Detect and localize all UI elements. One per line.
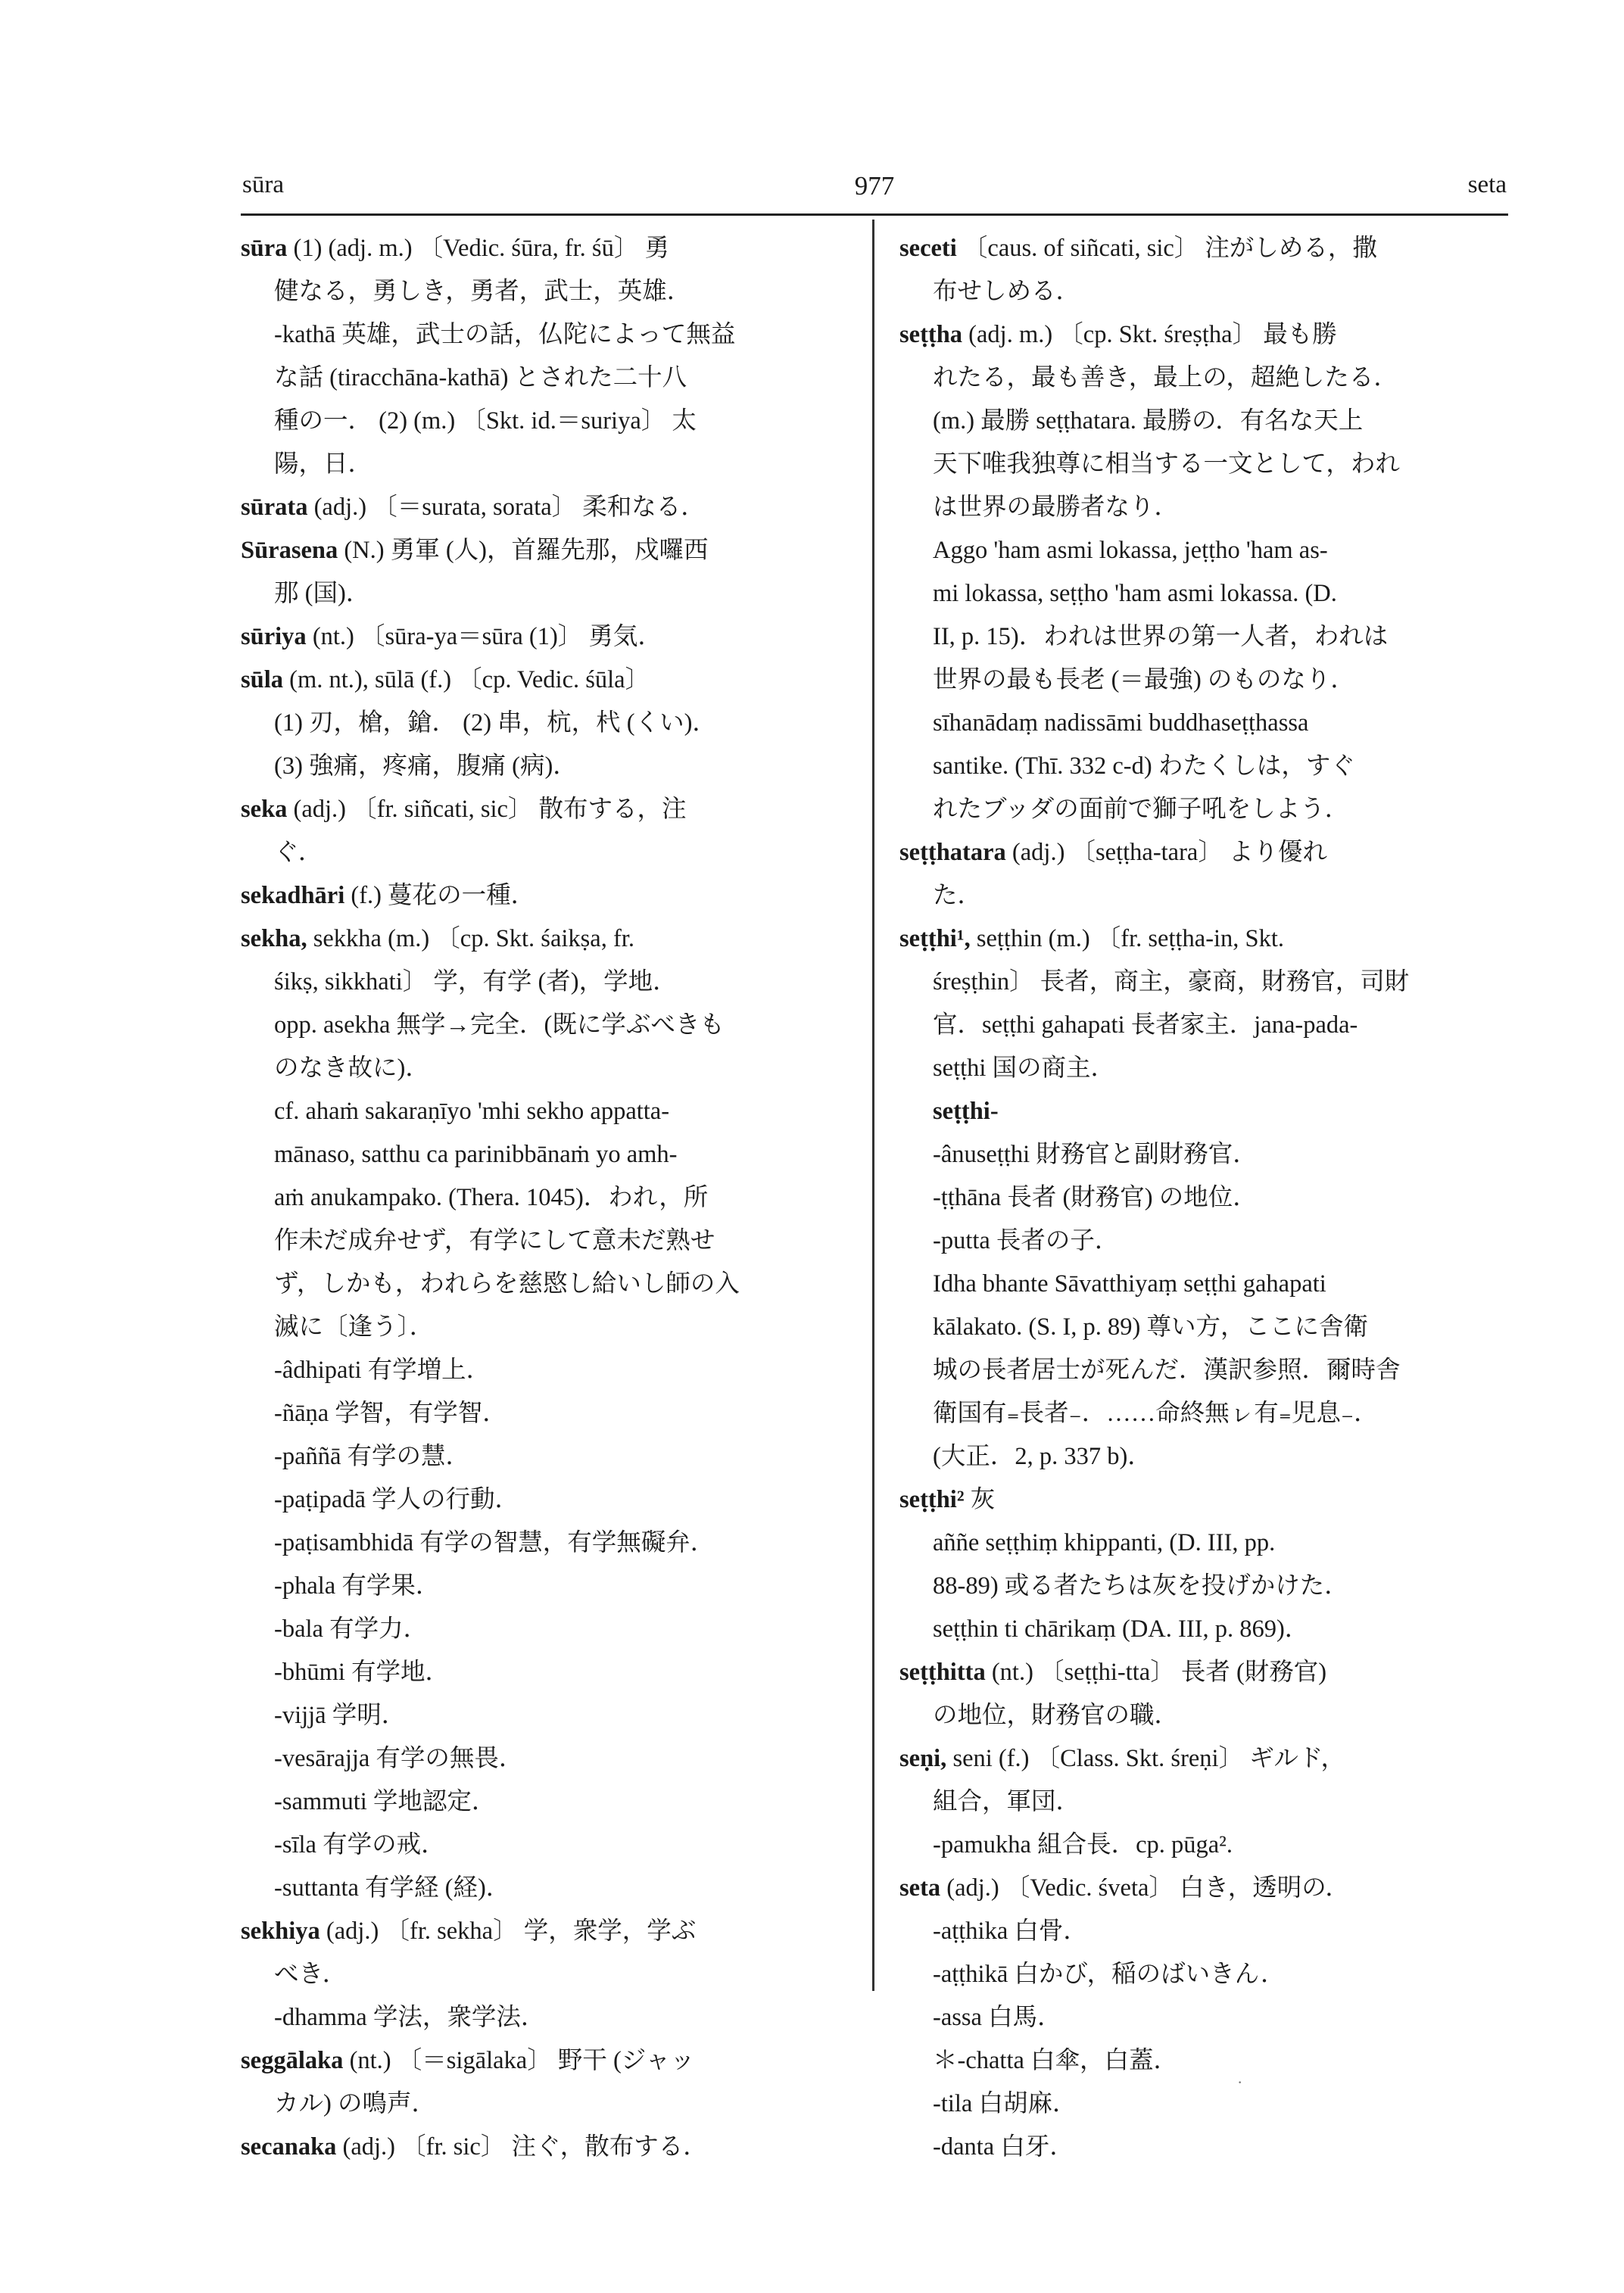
header-first-headword: sūra — [242, 171, 284, 198]
entry-line: mānaso, satthu ca parinibbānaṁ yo amh- — [274, 1141, 678, 1168]
entry-line: は世界の最勝者なり． — [933, 494, 1180, 521]
entry-line: kālakato. (S. I, p. 89) 尊い方，ここに舎衛 — [933, 1313, 1369, 1341]
entry-line: べき． — [274, 1961, 348, 1988]
column-divider — [872, 220, 874, 1991]
entry-line: のなき故に)． — [274, 1055, 430, 1082]
entry-line: 滅に〔逢う〕． — [274, 1313, 435, 1341]
entry-headword-line: seṭṭha (adj. m.) 〔cp. Skt. śreṣṭha〕 最も勝 — [899, 321, 1337, 348]
entry-line: (m.) 最勝 seṭṭhatara. 最勝の．有名な天上 — [933, 407, 1364, 435]
entry-line: -sammuti 学地認定． — [274, 1788, 497, 1815]
entry-line: 官．seṭṭhi gahapati 長者家主．jana-pada- — [933, 1011, 1358, 1039]
entry-line: śreṣṭhin〕 長者，商主，豪商，財務官，司財 — [933, 968, 1410, 995]
entry-headword-line: sekhiya (adj.) 〔fr. sekha〕 学，衆学，学ぶ — [241, 1918, 697, 1945]
entry-line: 陽，日． — [274, 450, 373, 478]
entry-line: Aggo 'ham asmi lokassa, jeṭṭho 'ham as- — [933, 537, 1328, 564]
entry-line: れたる，最も善き，最上の，超絶したる． — [933, 364, 1398, 391]
entry-line: カル) の鳴声． — [274, 2090, 436, 2117]
headword: seṭṭhi² — [899, 1486, 965, 1513]
entry-line: の地位，財務官の職． — [933, 1702, 1180, 1729]
headword: sekhiya — [241, 1918, 320, 1945]
headword: seta — [899, 1874, 941, 1902]
entry-line: -ñāṇa 学智，有学智． — [274, 1400, 507, 1427]
entry-line: (大正．2, p. 337 b)． — [933, 1443, 1152, 1470]
entry-headword-line: seṭṭhi² 灰 — [899, 1486, 996, 1513]
running-head — [242, 171, 1507, 213]
left-column — [241, 227, 853, 2169]
entry-line: 組合，軍団． — [933, 1788, 1081, 1815]
headword: seceti — [899, 235, 957, 262]
right-column — [899, 227, 1505, 2169]
entry-line: (1) 刃，槍，鎗． (2) 串，杭，杙 (くい)． — [274, 709, 717, 737]
entry-line: -danta 白牙． — [933, 2133, 1074, 2161]
entry-line: -pamukha 組合長．cp. pūga². — [933, 1831, 1233, 1858]
entry-line: -kathā 英雄，武士の話，仏陀によって無益 — [274, 321, 736, 348]
entry-line: 種の一． (2) (m.) 〔Skt. id.＝suriya〕 太 — [274, 407, 697, 435]
entry-headword-line: seṇi, seni (f.) 〔Class. Skt. śreṇi〕 ギルド， — [899, 1745, 1345, 1772]
entry-headword-line: sūrata (adj.) 〔＝surata, sorata〕 柔和なる． — [241, 494, 706, 521]
entry-headword-line: seggālaka (nt.) 〔＝sigālaka〕 野干 (ジャッ — [241, 2047, 695, 2074]
entry-line: -ṭṭhāna 長者 (財務官) の地位． — [933, 1184, 1258, 1211]
headword: sekadhāri — [241, 882, 345, 909]
scan-speck-mark: · — [1237, 2073, 1243, 2092]
entry-line: seṭṭhin ti chārikaṃ (DA. III, p. 869)． — [933, 1615, 1310, 1643]
entry-line: aññe seṭṭhiṃ khippanti, (D. III, pp. — [933, 1529, 1276, 1556]
entry-headword-line: seṭṭhatara (adj.) 〔seṭṭha-tara〕 より優れ — [899, 839, 1327, 866]
entry-headword-line: seta (adj.) 〔Vedic. śveta〕 白き，透明の． — [899, 1874, 1350, 1902]
headword: sūrata — [241, 494, 308, 521]
entry-line: 城の長者居士が死んだ．漢訳参照．爾時舎 — [933, 1357, 1401, 1384]
entry-headword-line: secanaka (adj.) 〔fr. sic〕 注ぐ，散布する． — [241, 2133, 708, 2161]
headword: seṭṭha — [899, 321, 963, 348]
headword: seṭṭhi¹, — [899, 925, 971, 952]
header-rule — [241, 213, 1508, 216]
entry-line: 世界の最も長老 (＝最強) のものなり． — [933, 666, 1355, 693]
entry-line: -ânuseṭṭhi 財務官と副財務官． — [933, 1141, 1258, 1168]
headword: Sūrasena — [241, 537, 338, 564]
entry-line: sīhanādaṃ nadissāmi buddhaseṭṭhassa — [933, 709, 1309, 737]
entry-line: な話 (tiracchāna-kathā) とされた二十八 — [274, 364, 687, 391]
page-number: 977 — [854, 171, 895, 201]
entry-line: opp. asekha 無学→完全．(既に学ぶべきも — [274, 1011, 725, 1039]
entry-line: -aṭṭhikā 白かび，稲のばいきん． — [933, 1961, 1286, 1988]
headword: sūriya — [241, 623, 307, 650]
entry-line: 天下唯我独尊に相当する一文として，われ — [933, 450, 1400, 478]
entry-headword-line: Sūrasena (N.) 勇軍 (人)，首羅先那，戍囉西 — [241, 537, 709, 564]
entry-line: -paṭisambhidā 有学の智慧，有学無礙弁． — [274, 1529, 715, 1556]
entry-line: 那 (国)． — [274, 580, 371, 607]
headword: seggālaka — [241, 2047, 344, 2074]
entry-headword-line: seṭṭhitta (nt.) 〔seṭṭhi-tta〕 長者 (財務官) — [899, 1659, 1327, 1686]
entry-line: 作未だ成弁せず，有学にして意未だ熟せ — [274, 1227, 715, 1254]
headword: sūla — [241, 666, 284, 693]
entry-line: -suttanta 有学経 (経)． — [274, 1874, 511, 1902]
entry-line: śikṣ, sikkhati〕 学，有学 (者)，学地． — [274, 968, 678, 995]
entry-line: seṭṭhi 国の商主． — [933, 1055, 1116, 1082]
headword: seṭṭhitta — [899, 1659, 986, 1686]
entry-line: -vijjā 学明． — [274, 1702, 407, 1729]
entry-line: 布せしめる． — [933, 278, 1081, 305]
headword: seṭṭhatara — [899, 839, 1006, 866]
entry-headword-line: sekha, sekkha (m.) 〔cp. Skt. śaikṣa, fr. — [241, 925, 634, 952]
entry-headword-line: sūra (1) (adj. m.) 〔Vedic. śūra, fr. śū〕 勇 — [241, 235, 669, 262]
entry-line: 衛国有₌長者₋．……命終無ㇾ有₌児息₋． — [933, 1400, 1379, 1427]
entry-line: -bhūmi 有学地． — [274, 1659, 450, 1686]
entry-line: -dhamma 学法，衆学法． — [274, 2004, 546, 2031]
entry-line: -sīla 有学の戒． — [274, 1831, 446, 1858]
entry-line: seṭṭhi- — [933, 1098, 999, 1125]
headword: secanaka — [241, 2133, 337, 2161]
entry-headword-line: seceti 〔caus. of siñcati, sic〕 注がしめる，撒 — [899, 235, 1377, 262]
entry-line: aṁ anukampako. (Thera. 1045)．われ，所 — [274, 1184, 709, 1211]
entry-line: -vesārajja 有学の無畏． — [274, 1745, 524, 1772]
headword: seka — [241, 796, 288, 823]
entry-headword-line: sūla (m. nt.), sūlā (f.) 〔cp. Vedic. śūla〕 — [241, 666, 650, 693]
entry-line: ぐ． — [274, 839, 323, 866]
entry-line: cf. ahaṁ sakaraṇīyo 'mhi sekho appatta- — [274, 1098, 670, 1125]
headword: seṇi, — [899, 1745, 947, 1772]
headword: sekha, — [241, 925, 307, 952]
entry-line: ＊-chatta 白傘，白蓋． — [933, 2047, 1179, 2074]
entry-line: -âdhipati 有学増上． — [274, 1357, 491, 1384]
entry-line: -putta 長者の子． — [933, 1227, 1120, 1254]
entry-line: -paññā 有学の慧． — [274, 1443, 471, 1470]
entry-line: れたブッダの面前で獅子吼をしよう． — [933, 796, 1350, 823]
entry-headword-line: seṭṭhi¹, seṭṭhin (m.) 〔fr. seṭṭha-in, Skt. — [899, 925, 1285, 952]
entry-headword-line: seka (adj.) 〔fr. siñcati, sic〕 散布する，注 — [241, 796, 687, 823]
entry-line: -bala 有学力． — [274, 1615, 429, 1643]
entry-line: -aṭṭhika 白骨． — [933, 1918, 1088, 1945]
header-last-headword: seta — [1467, 171, 1507, 198]
entry-line: mi lokassa, seṭṭho 'ham asmi lokassa. (D. — [933, 580, 1337, 607]
entry-line: た． — [933, 882, 983, 909]
entry-headword-line: sūriya (nt.) 〔sūra-ya＝sūra (1)〕 勇気． — [241, 623, 662, 650]
entry-headword-line: sekadhāri (f.) 蔓花の一種． — [241, 882, 536, 909]
entry-line: -assa 白馬． — [933, 2004, 1062, 2031]
entry-line: santike. (Thī. 332 c-d) わたくしは，すぐ — [933, 752, 1355, 780]
entry-line: Idha bhante Sāvatthiyaṃ seṭṭhi gahapati — [933, 1270, 1326, 1298]
entry-line: -tila 白胡麻． — [933, 2090, 1077, 2117]
entry-line: 健なる，勇しき，勇者，武士，英雄． — [274, 278, 692, 305]
entry-line: II, p. 15)．われは世界の第一人者，われは — [933, 623, 1389, 650]
entry-line: 88-89) 或る者たちは灰を投げかけた． — [933, 1572, 1349, 1600]
entry-line: -phala 有学果． — [274, 1572, 441, 1600]
headword: sūra — [241, 235, 288, 262]
entry-line: ず，しかも，われらを慈愍し給いし師の入 — [274, 1270, 740, 1298]
entry-line: (3) 強痛，疼痛，腹痛 (病)． — [274, 752, 578, 780]
entry-line: -paṭipadā 学人の行動． — [274, 1486, 520, 1513]
